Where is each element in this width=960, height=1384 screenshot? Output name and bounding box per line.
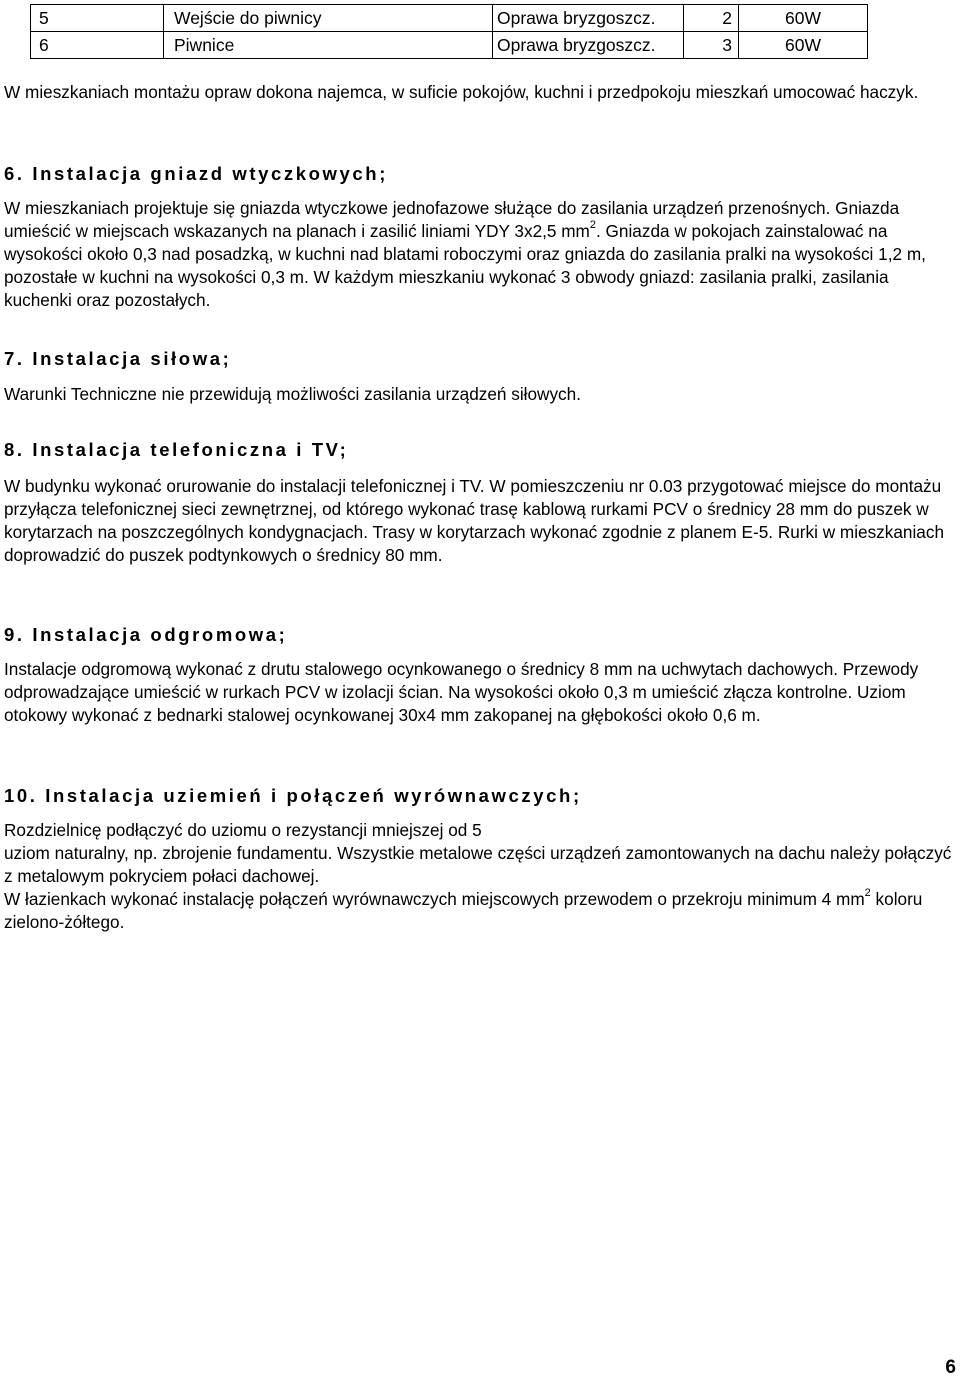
cell-number: 5 [31, 5, 164, 32]
table-row [31, 5, 868, 32]
cell-power: 60W [739, 5, 868, 32]
cell-room: Piwnice [164, 32, 493, 59]
section-8-paragraph: W budynku wykonać orurowanie do instalacji telefonicznej i TV. W pomieszczeniu nr 0.03 przygotować miejsce do montażu przyłącza telefonicznej sieci zewnętrznej, od którego wykonać trasę kablową rurkami PCV o średnicy 28 mm do puszek w korytarzach na poszczególnych kondygnacjach. Trasy w korytarzach wykonać zgodnie z planem E-5. Rurki w mieszkaniach doprowadzić do puszek podtynkowych o średnicy 80 mm. [4, 476, 945, 565]
fixtures-table [30, 4, 868, 59]
section-9-paragraph: Instalacje odgromową wykonać z drutu stalowego ocynkowanego o średnicy 8 mm na uchwytach dachowych. Przewody odprowadzające umieścić w rurkach PCV w izolacji ścian. Na wysokości około 0,3 m umieścić złącza kontrolne. Uziom otokowy wykonać z bednarki stalowej ocynkowanej 30x4 mm zakopanej na głębokości około 0,6 m. [4, 659, 919, 725]
section-6-heading: 6. Instalacja gniazd wtyczkowych; [4, 163, 388, 184]
section-10-text-a: W łazienkach wykonać instalację połączeń wyrównawczych miejscowych przewodem o przekroju minimum 4 mm [4, 889, 865, 909]
table-row [31, 32, 868, 59]
section-9-heading: 9. Instalacja odgromowa; [4, 624, 288, 645]
section-10-superscript: 2 [864, 887, 871, 900]
cell-quantity: 2 [684, 5, 739, 32]
fixtures-table-body [31, 5, 868, 59]
cell-number: 6 [31, 32, 164, 59]
page-number: 6 [945, 1357, 956, 1378]
cell-fixture: Oprawa bryzgoszcz. [493, 5, 684, 32]
section-6-text-b: . Gniazda w pokojach zainstalować na wysokości około 0,3 nad posadzką, w kuchni nad blatami roboczymi oraz gniazda do zasilania pralki na wysokości 1,2 m, pozostałe w kuchni na wysokości 0,3 m. W każdym mieszkaniu wykonać 3 obwody gniazd: zasilania pralki, zasilania kuchenki oraz pozostałych. [4, 221, 926, 310]
cell-room: Wejście do piwnicy [164, 5, 493, 32]
section-6-superscript: 2 [589, 219, 596, 232]
section-10-line-1: Rozdzielnicę podłączyć do uziomu o rezystancji mniejszej od 5 [4, 820, 482, 840]
cell-quantity: 3 [684, 32, 739, 59]
section-10-line-2: uziom naturalny, np. zbrojenie fundamentu. Wszystkie metalowe części urządzeń zamontowanych na dachu należy połączyć z metalowym pokryciem połaci dachowej. [4, 843, 952, 886]
section-10-heading: 10. Instalacja uziemień i połączeń wyrównawczych; [4, 785, 582, 806]
section-7-paragraph: Warunki Techniczne nie przewidują możliwości zasilania urządzeń siłowych. [4, 384, 581, 404]
cell-fixture: Oprawa bryzgoszcz. [493, 32, 684, 59]
section-6-text-a: W mieszkaniach projektuje się gniazda wtyczkowe jednofazowe służące do zasilania urządzeń przenośnych. Gniazda umieścić w miejscach wskazanych na planach i zasilić liniami YDY 3x2,5 mm [4, 198, 900, 241]
section-6-paragraph [4, 197, 954, 312]
section-10-line-3 [4, 888, 954, 934]
cell-power: 60W [739, 32, 868, 59]
section-7-heading: 7. Instalacja siłowa; [4, 348, 232, 369]
section-10-text-b: koloru zielono-żółtego. [4, 889, 923, 932]
intro-paragraph: W mieszkaniach montażu opraw dokona najemca, w suficie pokojów, kuchni i przedpokoju mieszkań umocować haczyk. [4, 82, 919, 102]
section-8-heading: 8. Instalacja telefoniczna i TV; [4, 439, 349, 460]
